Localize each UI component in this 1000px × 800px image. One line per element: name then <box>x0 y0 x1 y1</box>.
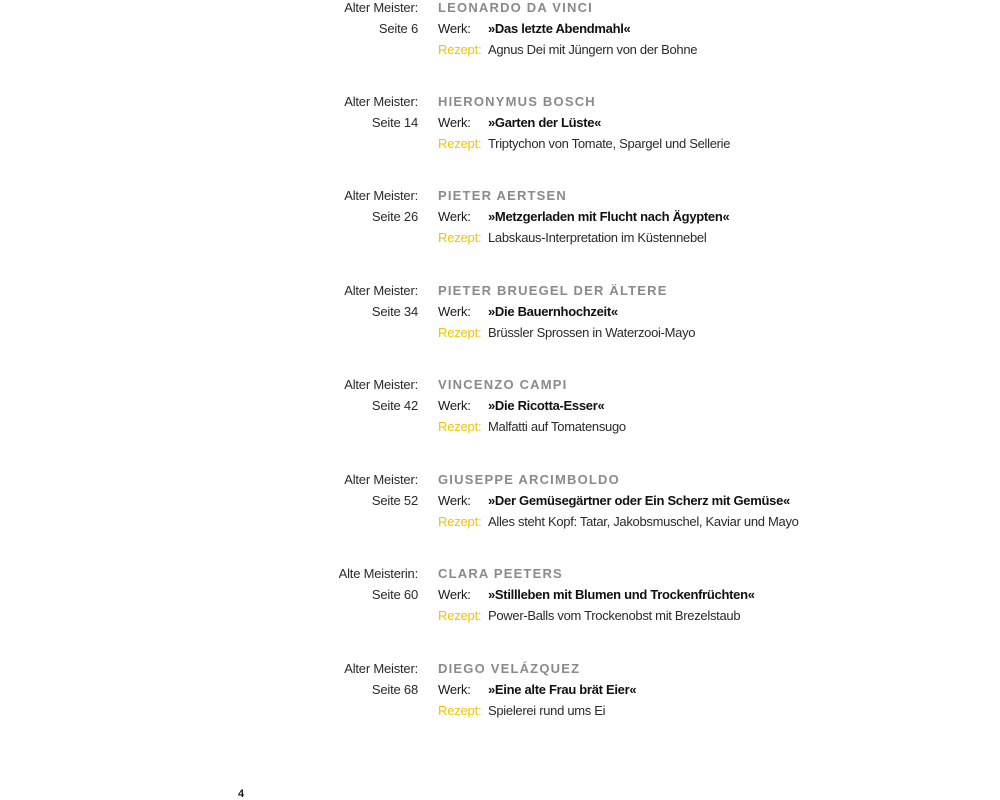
toc-entry-giuseppe-arcimboldo <box>0 472 1000 536</box>
entry-artist-name: CLARA PEETERS <box>438 566 563 581</box>
entry-recipe-label: Rezept: <box>438 42 482 57</box>
entry-page-link[interactable]: Seite 34 <box>371 304 418 319</box>
entry-recipe-title: Agnus Dei mit Jüngern von der Bohne <box>488 42 698 57</box>
entry-recipe-label: Rezept: <box>438 136 482 151</box>
entry-recipe-label: Rezept: <box>438 703 482 718</box>
entry-recipe-title: Brüssler Sprossen in Waterzooi-Mayo <box>488 325 696 340</box>
entry-recipe-label: Rezept: <box>438 514 482 529</box>
entry-work-title: »Die Bauernhochzeit« <box>488 304 618 319</box>
entry-work-title: »Metzgerladen mit Flucht nach Ägypten« <box>488 209 730 224</box>
entry-recipe-label: Rezept: <box>438 230 482 245</box>
entry-role-label: Alter Meister: <box>344 472 418 487</box>
entry-recipe-label: Rezept: <box>438 608 482 623</box>
entry-artist-name: LEONARDO DA VINCI <box>438 0 593 15</box>
entry-artist-name: DIEGO VELÁZQUEZ <box>438 661 581 676</box>
entry-recipe-label: Rezept: <box>438 419 482 434</box>
entry-page-link[interactable]: Seite 42 <box>371 398 418 413</box>
toc-entry-leonardo-da-vinci <box>0 0 1000 64</box>
entry-artist-name: HIERONYMUS BOSCH <box>438 94 596 109</box>
entry-work-title: »Garten der Lüste« <box>488 115 602 130</box>
entry-artist-name: PIETER BRUEGEL DER ÄLTERE <box>438 283 668 298</box>
toc-entry-clara-peeters <box>0 566 1000 630</box>
entry-role-label: Alter Meister: <box>344 0 418 15</box>
entry-work-title: »Stillleben mit Blumen und Trockenfrüchten« <box>488 587 755 602</box>
entry-work-label: Werk: <box>438 115 471 130</box>
entry-work-label: Werk: <box>438 21 471 36</box>
entry-work-label: Werk: <box>438 304 471 319</box>
entry-artist-name: GIUSEPPE ARCIMBOLDO <box>438 472 620 487</box>
entry-role-label: Alter Meister: <box>344 94 418 109</box>
entry-work-label: Werk: <box>438 209 471 224</box>
entry-recipe-title: Labskaus-Interpretation im Küstennebel <box>488 230 707 245</box>
entry-page-link[interactable]: Seite 52 <box>371 493 418 508</box>
toc-entry-hieronymus-bosch <box>0 94 1000 158</box>
entry-page-link[interactable]: Seite 14 <box>371 115 418 130</box>
entry-artist-name: VINCENZO CAMPI <box>438 377 568 392</box>
entry-role-label: Alter Meister: <box>344 661 418 676</box>
entry-role-label: Alte Meisterin: <box>338 566 418 581</box>
entry-page-link[interactable]: Seite 60 <box>371 587 418 602</box>
entry-role-label: Alter Meister: <box>344 188 418 203</box>
entry-page-link[interactable]: Seite 26 <box>371 209 418 224</box>
entry-recipe-title: Malfatti auf Tomatensugo <box>488 419 626 434</box>
entry-role-label: Alter Meister: <box>344 283 418 298</box>
page-number: 4 <box>238 788 245 800</box>
entry-work-title: »Eine alte Frau brät Eier« <box>488 682 637 697</box>
entry-recipe-title: Spielerei rund ums Ei <box>488 703 606 718</box>
entry-work-label: Werk: <box>438 398 471 413</box>
entry-recipe-label: Rezept: <box>438 325 482 340</box>
entry-page-link[interactable]: Seite 6 <box>378 21 418 36</box>
entry-work-label: Werk: <box>438 493 471 508</box>
entry-recipe-title: Triptychon von Tomate, Spargel und Sellerie <box>488 136 731 151</box>
entry-page-link[interactable]: Seite 68 <box>371 682 418 697</box>
toc-entry-pieter-bruegel <box>0 283 1000 347</box>
entry-recipe-title: Alles steht Kopf: Tatar, Jakobsmuschel, Kaviar und Mayo <box>488 514 799 529</box>
toc-entry-pieter-aertsen <box>0 188 1000 252</box>
toc-entry-vincenzo-campi <box>0 377 1000 441</box>
toc-entry-diego-velazquez <box>0 661 1000 725</box>
entry-work-title: »Das letzte Abendmahl« <box>488 21 631 36</box>
entry-work-title: »Die Ricotta-Esser« <box>488 398 605 413</box>
entry-role-label: Alter Meister: <box>344 377 418 392</box>
entry-artist-name: PIETER AERTSEN <box>438 188 568 203</box>
entry-work-label: Werk: <box>438 682 471 697</box>
entry-work-label: Werk: <box>438 587 471 602</box>
entry-recipe-title: Power-Balls vom Trockenobst mit Brezelstaub <box>488 608 741 623</box>
entry-work-title: »Der Gemüsegärtner oder Ein Scherz mit Gemüse« <box>488 493 790 508</box>
